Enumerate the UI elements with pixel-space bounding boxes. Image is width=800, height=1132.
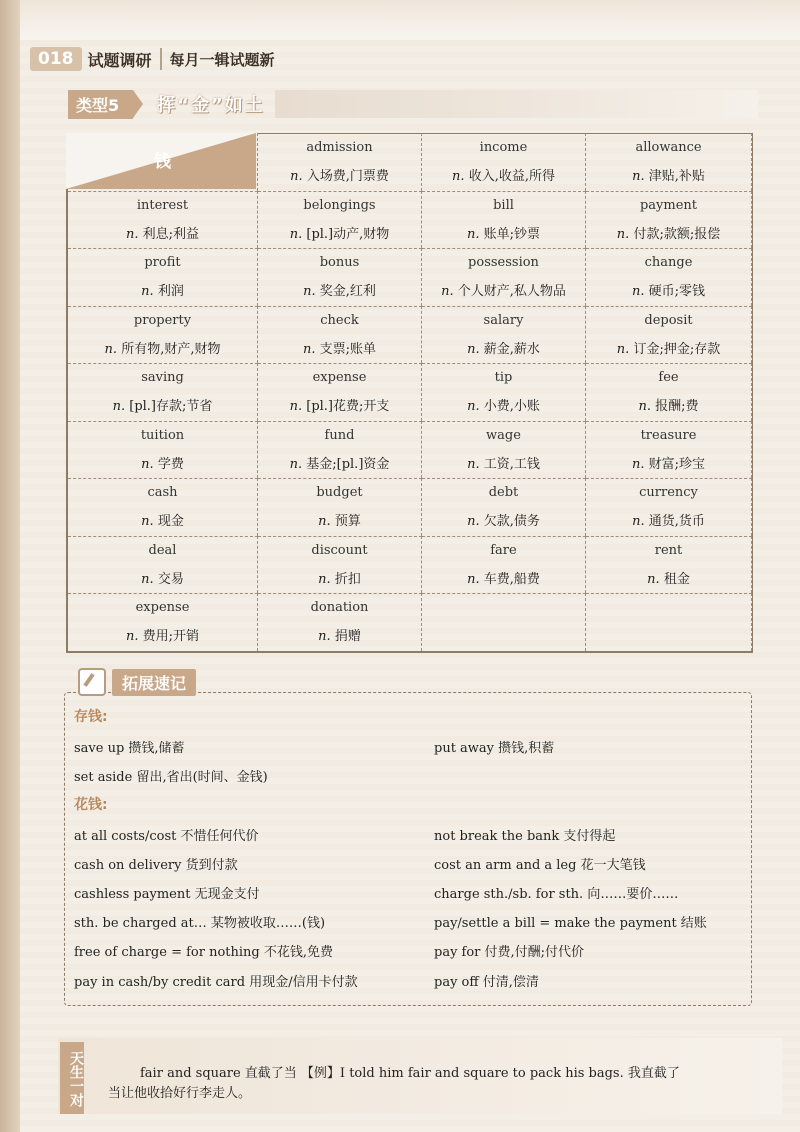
vocab-cell [68,421,258,479]
vocab-word: currency [639,485,698,501]
chinese-meaning: 折扣 [334,571,361,587]
vocab-cell [258,133,422,191]
vocab-cell [586,133,752,191]
vocab-cell [68,478,258,536]
phrase-item: save up 攒钱,储蓄 [74,741,185,756]
chinese-meaning: 基金;[pl.]资金 [306,456,390,472]
vocab-definition [632,280,705,299]
vocab-cell [586,536,752,594]
vocab-definition [303,280,376,299]
chinese-meaning: [pl.]存款;节省 [129,399,213,415]
vocab-definition [113,395,213,414]
vocab-cell [258,306,422,364]
vocab-word: profit [144,255,181,271]
vocab-word: expense [135,600,190,616]
vocab-definition [105,338,221,357]
chinese-meaning: 利息;利益 [142,226,200,242]
vocab-definition [141,280,184,299]
vocab-cell [422,421,586,479]
vocab-definition [290,165,389,184]
chinese-meaning: 收入,收益,所得 [468,169,555,185]
vocab-definition [638,395,698,414]
chinese-meaning: 利润 [157,284,184,300]
vocab-definition [290,395,390,414]
vocab-word: wage [486,427,521,443]
vocab-definition [617,223,720,242]
chinese-meaning: 个人财产,私人物品 [457,284,566,300]
vocabulary-grid [66,133,753,653]
part-of-speech: n. [303,284,316,300]
type-tag: 类型5 [68,90,133,119]
vocab-definition [647,568,690,587]
vocab-definition [632,510,705,529]
table-corner [66,133,256,189]
vocab-word: debt [488,485,519,501]
series-title: 每月一辑试题新 [169,50,275,69]
vocab-word: salary [483,312,524,328]
part-of-speech: n. [125,226,139,242]
phrase-item: sth. be charged at… 某物被收取……(钱) [74,916,326,931]
vocab-definition [303,338,376,357]
chinese-meaning: 所有物,财产,财物 [121,341,221,357]
chinese-meaning: [pl.]花费;开支 [306,399,390,415]
part-of-speech: n. [141,514,154,530]
phrase-item: set aside 留出,省出(时间、金钱) [74,770,268,785]
vocab-word: donation [310,600,369,616]
vocab-word: change [644,255,693,271]
vocab-word: saving [141,370,184,386]
banner-decoration [275,90,758,118]
vocab-definition [141,510,184,529]
vocab-word: cash [147,485,178,501]
part-of-speech: n. [289,399,303,415]
vocab-cell [258,421,422,479]
phrase-item: not break the bank 支付得起 [434,829,616,844]
vocab-definition [318,568,361,587]
part-of-speech: n. [467,399,480,415]
empty-cell [586,593,752,651]
table-category-label: 钱 [154,152,171,172]
part-of-speech: n. [141,456,154,472]
part-of-speech: n. [467,341,480,357]
vocab-word: rent [654,542,683,558]
phrase-item: charge sth./sb. for sth. 向……要价…… [434,887,679,902]
phrase-item: pay/settle a bill = make the payment 结账 [434,916,707,931]
vocab-cell [68,536,258,594]
phrase-item: free of charge = for nothing 不花钱,免费 [74,945,334,960]
vocab-cell [68,593,258,651]
chinese-meaning: 费用;开销 [142,629,200,645]
part-of-speech: n. [647,571,660,587]
part-of-speech: n. [289,456,303,472]
vocab-definition [290,223,390,242]
phrase-item: cost an arm and a leg 花一大笔钱 [434,858,646,873]
part-of-speech: n. [632,514,645,530]
vocab-cell [68,248,258,306]
chinese-meaning: 硬币;零钱 [648,284,706,300]
vocab-cell [586,306,752,364]
vocab-word: property [133,312,192,328]
vocab-cell [586,248,752,306]
vocab-word: fund [324,427,355,443]
vocab-word: fare [490,542,517,558]
part-of-speech: n. [631,284,645,300]
vocab-definition [467,223,540,242]
vocab-word: tuition [140,427,185,443]
extension-box [64,692,752,1006]
part-of-speech: n. [467,514,480,530]
chinese-meaning: 报酬;费 [655,399,699,415]
chinese-meaning: 捐赠 [334,629,361,645]
chinese-meaning: 欠款,债务 [483,514,540,530]
header-divider [160,48,162,70]
footer-example-line-1: fair and square 直截了当 【例】I told him fair and square to pack his bags. 我直截了 [140,1066,680,1081]
extension-title: 拓展速记 [112,669,196,696]
type-banner [68,90,758,118]
phrase-item: pay for 付费,付酬;付代价 [434,945,585,960]
page-number: 018 [30,47,82,71]
vocab-definition [467,568,540,587]
vocab-word: deal [148,542,177,558]
vocab-cell [422,191,586,249]
chinese-meaning: 付款;款额;报偿 [633,226,721,242]
phrase-item: at all costs/cost 不惜任何代价 [74,829,259,844]
vocab-word: expense [312,370,367,386]
phrase-item: pay in cash/by credit card 用现金/信用卡付款 [74,975,358,990]
vocab-definition [467,338,540,357]
left-border [0,0,20,1132]
phrase-item: cashless payment 无现金支付 [74,887,260,902]
part-of-speech: n. [466,226,480,242]
vocab-cell [422,478,586,536]
chinese-meaning: 财富;珍宝 [648,456,706,472]
part-of-speech: n. [141,571,154,587]
chinese-meaning: 工资,工钱 [483,456,540,472]
vocab-word: belongings [303,197,376,213]
chinese-meaning: 津贴,补贴 [648,169,705,185]
save-money-heading: 存钱: [74,709,108,725]
chinese-meaning: 学费 [157,456,184,472]
vocabulary-table [66,133,750,651]
vocab-definition [126,625,199,644]
part-of-speech: n. [289,226,303,242]
part-of-speech: n. [302,341,316,357]
chinese-meaning: 预算 [334,514,361,530]
top-border [0,0,800,40]
vocab-cell [68,191,258,249]
part-of-speech: n. [452,169,465,185]
vocab-definition [126,223,199,242]
extension-heading [78,668,196,696]
chinese-meaning: 订金;押金;存款 [633,341,721,357]
vocab-definition [441,280,566,299]
vocab-definition [467,395,540,414]
part-of-speech: n. [467,571,480,587]
chinese-meaning: 现金 [157,514,184,530]
part-of-speech: n. [104,341,118,357]
vocab-cell [422,306,586,364]
vocab-cell [258,593,422,651]
vocab-word: bonus [319,255,360,271]
section-title: 试题调研 [87,50,152,70]
vocab-cell [258,191,422,249]
chinese-meaning: 小费,小账 [483,399,540,415]
vocab-word: check [320,312,359,328]
spend-money-heading: 花钱: [74,797,108,813]
part-of-speech: n. [441,284,454,300]
phrase-item: cash on delivery 货到付款 [74,858,238,873]
vocab-word: tip [494,370,513,386]
vocab-definition [467,453,540,472]
vocab-cell [68,363,258,421]
vocab-cell [586,363,752,421]
phrase-item: put away 攒钱,积蓄 [434,741,555,756]
chinese-meaning: 租金 [663,571,690,587]
chinese-meaning: 账单;钞票 [483,226,541,242]
part-of-speech: n. [638,399,651,415]
vocab-word: interest [136,197,189,213]
chinese-meaning: 支票;账单 [319,341,377,357]
chinese-meaning: 车费,船费 [483,571,540,587]
vocab-definition [318,510,361,529]
part-of-speech: n. [318,514,331,530]
vocab-definition [617,338,720,357]
vocab-cell [258,478,422,536]
part-of-speech: n. [318,571,331,587]
vocab-word: payment [639,197,698,213]
chinese-meaning: 入场费,门票费 [306,169,389,185]
part-of-speech: n. [616,226,630,242]
part-of-speech: n. [290,169,303,185]
chevron-right-icon [133,90,143,118]
page-header [30,46,275,72]
vocab-word: fee [658,370,679,386]
footer-example-line-2: 当让他收拾好行李走人。 [108,1086,252,1101]
vocab-cell [68,306,258,364]
part-of-speech: n. [616,341,630,357]
pencil-icon [78,668,106,696]
vocab-word: admission [306,140,373,156]
vocab-cell [586,478,752,536]
part-of-speech: n. [112,399,126,415]
phrase-item: pay off 付清,偿清 [434,975,539,990]
vocab-word: deposit [644,312,693,328]
vocab-definition [632,165,705,184]
part-of-speech: n. [467,456,480,472]
vocab-cell [258,363,422,421]
vocab-definition [290,453,390,472]
vocab-word: discount [311,542,368,558]
vocab-cell [258,536,422,594]
vocab-word: budget [316,485,363,501]
part-of-speech: n. [318,629,331,645]
vocab-word: possession [468,255,539,271]
vocab-cell [422,133,586,191]
vocab-cell [422,363,586,421]
part-of-speech: n. [125,629,139,645]
vocab-word: allowance [635,140,702,156]
empty-cell [422,593,586,651]
type-title: 挥“金”如土 [157,95,265,116]
vocab-cell [422,248,586,306]
chinese-meaning: 交易 [157,571,184,587]
footer-tab: 天生一对 [60,1042,84,1114]
chinese-meaning: [pl.]动产,财物 [306,226,390,242]
part-of-speech: n. [141,284,154,300]
vocab-definition [318,625,361,644]
vocab-cell [422,536,586,594]
vocab-definition [141,453,184,472]
vocab-word: bill [493,197,514,213]
vocab-definition [452,165,555,184]
part-of-speech: n. [631,456,645,472]
vocab-cell [586,421,752,479]
vocab-definition [141,568,184,587]
vocab-definition [467,510,540,529]
chinese-meaning: 通货,货币 [648,514,705,530]
vocab-cell [586,191,752,249]
vocab-definition [632,453,705,472]
vocab-cell [258,248,422,306]
part-of-speech: n. [632,169,645,185]
chinese-meaning: 奖金,红利 [319,284,376,300]
vocab-word: treasure [640,427,697,443]
chinese-meaning: 薪金,薪水 [483,341,540,357]
vocab-word: income [479,140,528,156]
